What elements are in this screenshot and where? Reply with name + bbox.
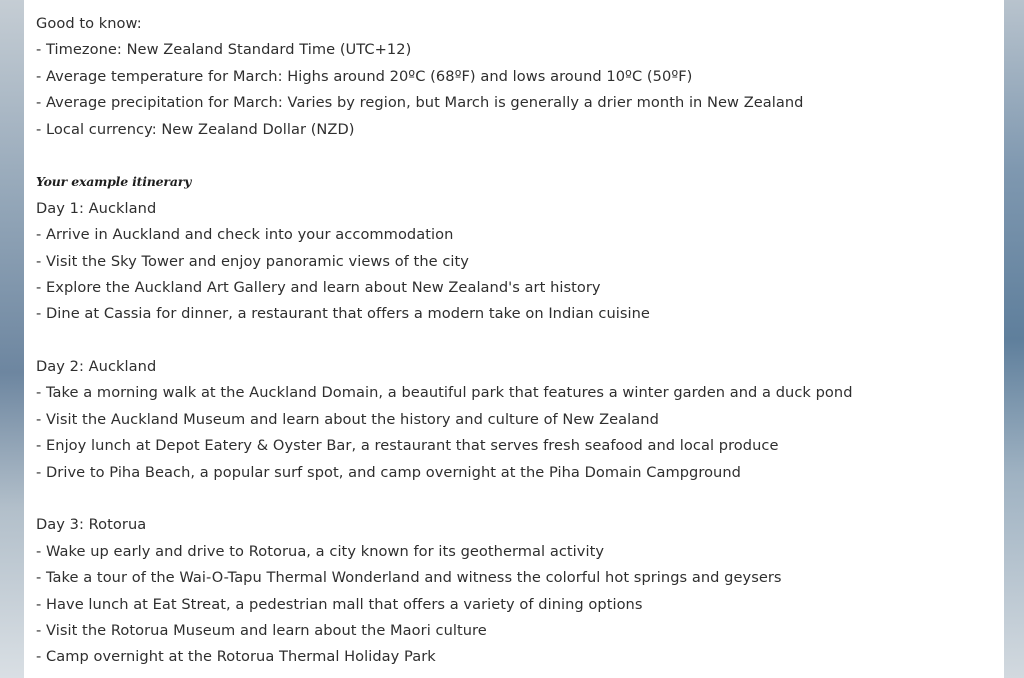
content-panel xyxy=(24,0,1004,678)
background-right-edge xyxy=(1004,0,1024,678)
good-to-know-item-precipitation: - Average precipitation for March: Varies by region, but March is generally a drier month in New Zealand xyxy=(36,94,804,112)
good-to-know-heading: Good to know: xyxy=(36,15,142,32)
day-2-item: - Enjoy lunch at Depot Eatery & Oyster Bar, a restaurant that serves fresh seafood and local produce xyxy=(36,437,779,455)
day-3-item: - Have lunch at Eat Streat, a pedestrian mall that offers a variety of dining options xyxy=(36,595,643,613)
day-3-title: Day 3: Rotorua xyxy=(36,516,147,534)
spacer xyxy=(36,486,1004,512)
itinerary-heading: Your example itinerary xyxy=(36,174,192,190)
day-1-item: - Visit the Sky Tower and enjoy panoramic views of the city xyxy=(36,252,469,270)
day-1-item: - Arrive in Auckland and check into your accommodation xyxy=(36,226,454,244)
spacer xyxy=(36,328,1004,354)
day-1-item: - Explore the Auckland Art Gallery and learn about New Zealand's art history xyxy=(36,278,601,296)
good-to-know-item-timezone: - Timezone: New Zealand Standard Time (UTC+12) xyxy=(36,41,412,59)
day-2-title: Day 2: Auckland xyxy=(36,358,157,376)
day-3-item: - Visit the Rotorua Museum and learn about the Maori culture xyxy=(36,621,487,639)
background-left-edge xyxy=(0,0,24,678)
day-1-item: - Dine at Cassia for dinner, a restaurant that offers a modern take on Indian cuisine xyxy=(36,305,650,323)
day-2-item: - Take a morning walk at the Auckland Domain, a beautiful park that features a winter garden and a duck pond xyxy=(36,384,853,402)
day-1-title: Day 1: Auckland xyxy=(36,199,157,217)
day-3-item: - Wake up early and drive to Rotorua, a city known for its geothermal activity xyxy=(36,542,605,560)
good-to-know-item-temperature: - Average temperature for March: Highs around 20ºC (68ºF) and lows around 10ºC (50ºF) xyxy=(36,67,693,85)
good-to-know-item-currency: - Local currency: New Zealand Dollar (NZD) xyxy=(36,120,355,138)
day-3-item: - Take a tour of the Wai-O-Tapu Thermal Wonderland and witness the colorful hot springs and geysers xyxy=(36,569,782,587)
day-2-item: - Visit the Auckland Museum and learn about the history and culture of New Zealand xyxy=(36,410,659,428)
day-3-item: - Camp overnight at the Rotorua Thermal Holiday Park xyxy=(36,648,436,666)
day-2-item: - Drive to Piha Beach, a popular surf spot, and camp overnight at the Piha Domain Campground xyxy=(36,463,741,481)
